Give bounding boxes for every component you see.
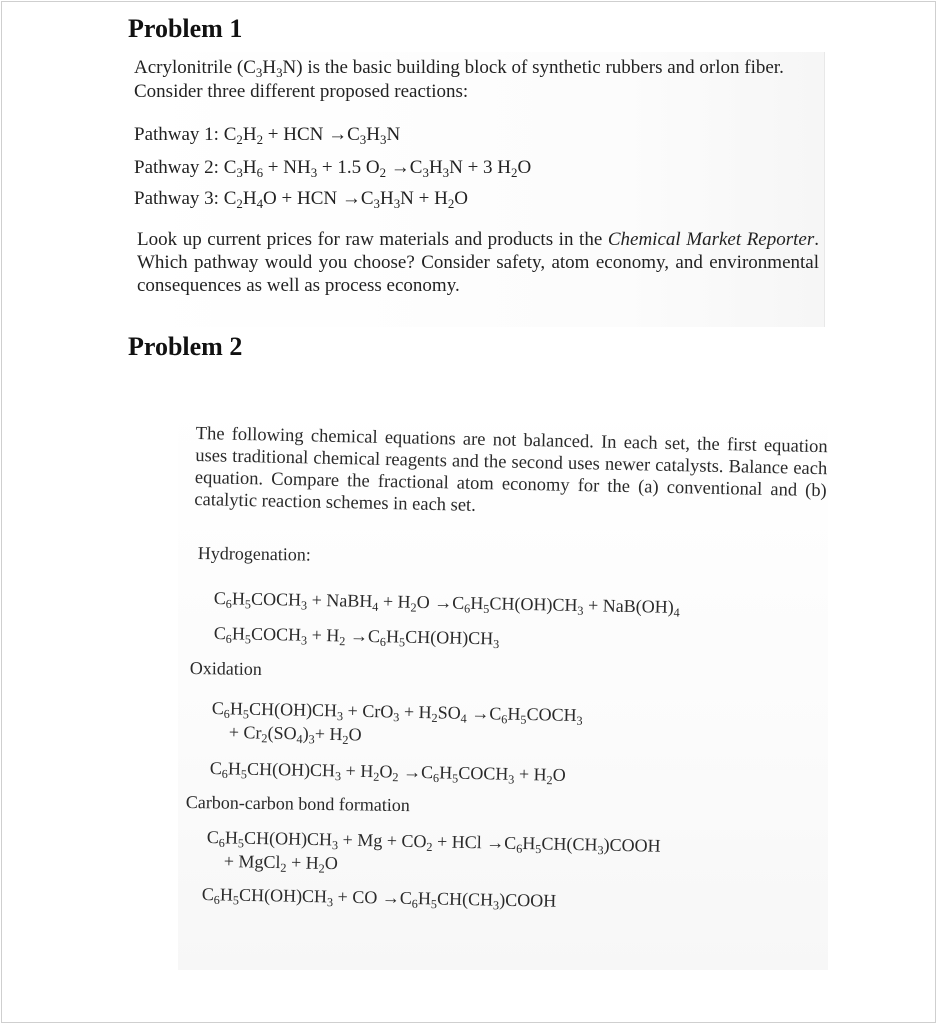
question-journal-name: Chemical Market Reporter	[607, 229, 815, 250]
problem-1-question	[137, 228, 819, 297]
pathway-2: Pathway 2: $C_3H_6 + NH_3 + 1.5$ $O_2 \to C_3H_3N + 3$ $H_2O$	[134, 157, 532, 180]
question-text-part1: Look up current prices for raw materials and products in the	[137, 229, 608, 250]
pathway-3: Pathway 3: $C_2H_4O$ + HCN $\to C_3H_3N + H_2O$	[134, 188, 469, 211]
problem-1-intro: Acrylonitrile $(C_3H_3N)$ is the basic building block of synthetic rubbers and orlon fiber. Consider three different proposed reactions:	[134, 57, 784, 102]
oxidation-equation-conventional-line2: + $Cr_2(SO_4)_3+ H_2O$	[228, 722, 362, 747]
pathway-1: Pathway 1: $C_2H_2$ + HCN $\to C_3H_3N$	[134, 124, 401, 147]
oxidation-equation-catalytic: $C_6H_5CH(OH)CH_3 + H_2O_2$ $\to C_6H_5COCH_3 + H_2O$	[209, 758, 566, 788]
carbon-carbon-equation-catalytic: $C_6H_5CH(OH)CH_3$ + CO $\to C_6H_5CH(CH_3)COOH$	[201, 884, 557, 913]
carbon-carbon-equation-conventional-line1: $C_6H_5CH(OH)CH_3 + Mg + CO_2$ + HCl $\to C_6H_5CH(CH_3)COOH$	[206, 827, 661, 858]
hydrogenation-label: Hydrogenation:	[197, 543, 311, 565]
problem-2-heading: Problem 2	[128, 332, 243, 361]
hydrogenation-equation-conventional: $C_6H_5COCH_3$ + NaBH$_4$ + $H_2O \to C_6H_5CH(OH)CH_3 + NaB(OH)_4$	[213, 588, 680, 620]
oxidation-label: Oxidation	[189, 658, 262, 680]
problem-1-heading: Problem 1	[128, 14, 243, 43]
carbon-carbon-equation-conventional-line2: + MgCl$_2$ + $H_2O$	[223, 851, 339, 876]
hydrogenation-equation-catalytic: $C_6H_5COCH_3 + H_2 \to C_6H_5CH(OH)CH_3$	[213, 623, 500, 652]
problem-2-intro: The following chemical equations are not balanced. In each set, the first equation uses traditional chemical reagents and the second uses newer catalysts. Balance each equation. Compare the fractional atom economy for the (a) conventional and (b) catalytic reaction schemes in each set.	[194, 423, 828, 516]
carbon-carbon-label: Carbon-carbon bond formation	[185, 792, 410, 816]
question-text-part2: . Which pathway would you choose? Consider safety, atom economy, and environmental consequences as well as process economy.	[137, 229, 819, 296]
oxidation-equation-conventional-line1: $C_6H_5CH(OH)CH_3 + CrO_3 + H_2SO_4$ $\to C_6H_5COCH_3$	[211, 698, 583, 728]
